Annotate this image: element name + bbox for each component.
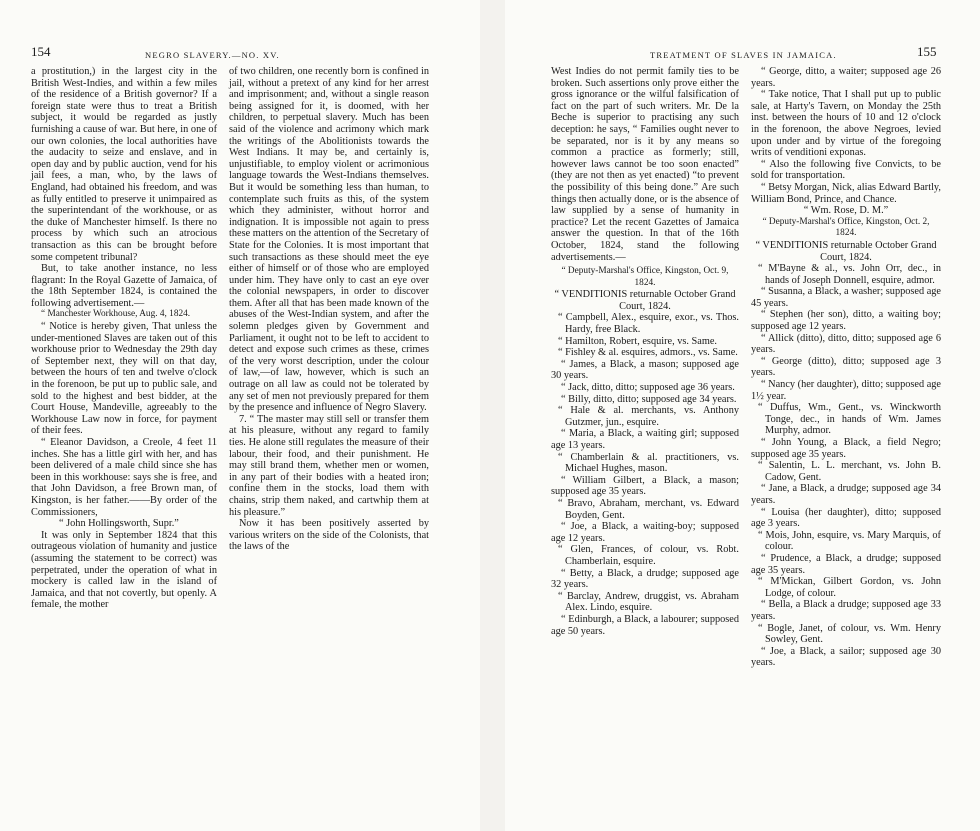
list-item: “ Duffus, Wm., Gent., vs. Winckworth Tonge, dec., in hands of Wm. James Murphy, admor. [758, 402, 941, 437]
list-item: “ Bogle, Janet, of colour, vs. Wm. Henry Sowley, Gent. [758, 622, 941, 646]
signature: “ Wm. Rose, D. M.” [803, 205, 889, 217]
dateline: “ Manchester Workhouse, Aug. 4, 1824. [41, 309, 191, 320]
list-item: “ Jack, ditto, ditto; supposed age 36 years. [561, 382, 735, 394]
venditionis-heading: “ VENDITIONIS returnable October Grand Court, 1824. [554, 289, 736, 312]
left-page [0, 0, 480, 831]
list-item: “ Barclay, Andrew, druggist, vs. Abraham Alex. Lindo, esquire. [558, 590, 739, 614]
book-gutter [480, 0, 505, 831]
right-column-1 [551, 66, 739, 637]
right-page [505, 0, 980, 831]
list-item: “ Louisa (her daughter), ditto; supposed age 3 years. [751, 506, 941, 530]
paragraph: “ Betsy Morgan, Nick, alias Edward Bartly, William Bond, Prince, and Chance. [751, 181, 941, 205]
paragraph: “ Also the following five Convicts, to be sold for transportation. [751, 158, 941, 182]
paragraph: Now it has been positively asserted by various writers on the side of the Colonists, that the laws of the [229, 518, 429, 553]
list-item: “ Fishley & al. esquires, admors., vs. Same. [558, 347, 738, 359]
list-item: “ John Young, a Black, a field Negro; supposed age 35 years. [751, 437, 941, 460]
list-item: “ Joe, a Black, a waiting-boy; supposed age 12 years. [551, 521, 739, 544]
right-column-2 [751, 66, 941, 669]
list-item: “ Allick (ditto), ditto, ditto; supposed age 6 years. [751, 332, 941, 356]
signature: “ John Hollingsworth, Supr.” [59, 518, 179, 530]
left-running-title: NEGRO SLAVERY.—NO. XV. [145, 50, 280, 60]
left-page-number: 154 [31, 44, 51, 59]
list-item: “ Mois, John, esquire, vs. Mary Marquis, of colour. [758, 529, 941, 553]
office-heading: “ Deputy-Marshal's Office, Kingston, Oct. 2, 1824. [762, 216, 930, 239]
paragraph: of two children, one recently born is confined in jail, without a pretext of any kind for her arrest and imprisonment; and, without a single reason being assigned for it, is doomed, with her children, to perpetual slavery. Much has been said of the violence and acrimony which mark the writings of the Abolitionists towards the West Indians. It may be, and certainly is, unjustifiable, to employ violent or acrimonious language towards the West-Indians themselves. But it would be something less than human, to contemplate such fruits as this, of the system which they administer, without horror and indignation. It is impossible not again to press these matters on the attention of the Secretary of State for the Colonies. It is most important that such transactions as these should meet the eye either of himself or of those who are employed under him. They have only to cast an eye over the colonial newspapers, in order to discover them. After all that has been made known of the abuses of the West-Indian system, and after the solemn pledges given by Government and Parliament, it ought not to be left to accident to detect and expose such crimes as these, crimes of the very worst description, under the colour of law,—of law, however, which is such an outrage on all law as could not be tolerated by any set of men not previously prepared for them by the presence and influence of Negro Slavery. [229, 66, 429, 414]
paragraph: a prostitution,) in the largest city in the British West-Indies, and within a few miles of the residence of a British governor? If a foreign state were thus to treat a British subject, it would be regarded as justly furnishing a cause of war. But here, in one of our own colonies, the local authorities have the audacity to seize and enslave, and in open day and by public auction, vend for his jail fees, a man, who, by the laws of England, had obtained his freedom, and was as fully entitled to preserve it unimpaired as the superintendant of the workhouse, or as the duke of Manchester himself. Is there no process by which such an atrocious transaction as this can be brought before some competent tribunal? [31, 66, 217, 263]
list-item: “ Hale & al. merchants, vs. Anthony Gutzmer, jun., esquire. [558, 405, 739, 428]
list-item: “ Bravo, Abraham, merchant, vs. Edward Boyden, Gent. [558, 497, 739, 521]
list-item: “ Susanna, a Black, a washer; supposed age 45 years. [751, 286, 941, 309]
list-item: “ Billy, ditto, ditto; supposed age 34 years. [561, 393, 737, 405]
left-column-1 [31, 66, 217, 611]
left-column-2 [229, 66, 429, 553]
paragraph: West Indies do not permit family ties to be broken. Such assertions only prove either the gross ignorance or the wilful falsification of fact on the part of such writers. Mr. De la Beche is superior to practising any such deception: he says, “ Families ought never to be separated, nor is it by any means so common a practice as formerly; still, however laws cannot be too soon enacted” (they are not then as yet enacted) “to prevent the possibility of this being done.” Are such things then actually done, or is the absence of law supplied by a sense of humanity in practice? Let the recent Gazettes of Jamaica answer the question. In that of the 16th October, 1824, stand the following advertisements.— [551, 66, 739, 263]
list-item: “ George (ditto), ditto; supposed age 3 years. [751, 355, 941, 379]
venditionis-heading: “ VENDITIONIS returnable October Grand Court, 1824. [755, 239, 937, 263]
list-item: “ Stephen (her son), ditto, a waiting boy; supposed age 12 years. [751, 309, 941, 333]
office-heading: “ Deputy-Marshal's Office, Kingston, Oct. 9, 1824. [561, 266, 729, 288]
right-running-title: TREATMENT OF SLAVES IN JAMAICA. [650, 50, 837, 60]
list-item: “ George, ditto, a waiter; supposed age 26 years. [751, 66, 941, 89]
list-item: “ Jane, a Black, a drudge; supposed age 34 years. [751, 483, 941, 506]
advert-text: “ Notice is hereby given, That unless the under-mentioned Slaves are taken out of this workhouse prior to Wednesday the 29th day of September next, they will on that day, between the hours of ten and twelve o'clock in the forenoon, be put up to public sale, and sold to the highest and best bidder, at the Court House, Mandeville, agreeably to the Workhouse Law now in force, for payment of their fees. [31, 321, 217, 437]
list-item: “ Bella, a Black a drudge; supposed age 33 years. [751, 599, 941, 622]
paragraph: 7. “ The master may still sell or transfer them at his pleasure, without any regard to family ties. He alone still regulates the measure of their labour, their food, and their punishment. He may still brand them, whether men or women, in any part of their bodies with a heated iron; confine them in the stocks, load them with chains, strip them naked, and cartwhip them at his pleasure.” [229, 413, 429, 518]
list-item: “ James, a Black, a mason; supposed age 30 years. [551, 358, 739, 382]
list-item: “ Prudence, a Black, a drudge; supposed age 35 years. [751, 552, 941, 576]
right-page-number: 155 [917, 44, 937, 59]
list-item: “ Edinburgh, a Black, a labourer; supposed age 50 years. [551, 613, 739, 637]
list-item: “ Chamberlain & al. practitioners, vs. Michael Hughes, mason. [558, 451, 739, 475]
list-item: “ Glen, Frances, of colour, vs. Robt. Chamberlain, esquire. [558, 544, 739, 567]
list-item: “ M'Mickan, Gilbert Gordon, vs. John Lodge, of colour. [758, 576, 941, 599]
list-item: “ Joe, a Black, a sailor; supposed age 30 years. [751, 645, 941, 669]
list-item: “ Campbell, Alex., esquire, exor., vs. Thos. Hardy, free Black. [558, 312, 739, 336]
paragraph: But, to take another instance, no less flagrant: In the Royal Gazette of Jamaica, of the 18th September 1824, is contained the following advertisement.— [31, 263, 217, 309]
list-item: “ Betty, a Black, a drudge; supposed age 32 years. [551, 567, 739, 591]
list-item: “ William Gilbert, a Black, a mason; supposed age 35 years. [551, 474, 739, 498]
list-item: “ Maria, a Black, a waiting girl; supposed age 13 years. [551, 428, 739, 451]
advert-text: “ Eleanor Davidson, a Creole, 4 feet 11 inches. She has a little girl with her, and has been delivered of a male child since she has been in this workhouse: says she is free, and that John Davidson, a free Brown man, of Kingston, is her father.——By order of the Commissioners, [31, 437, 217, 518]
paragraph: “ Take notice, That I shall put up to public sale, at Harty's Tavern, on Monday the 25th inst. between the hours of 10 and 12 o'clock in the forenoon, the above Negroes, levied upon under and by virtue of the foregoing writs of venditioni exponas. [751, 89, 941, 159]
list-item: “ Hamilton, Robert, esquire, vs. Same. [558, 335, 717, 347]
list-item: “ M'Bayne & al., vs. John Orr, dec., in hands of Joseph Donnell, esquire, admor. [758, 263, 941, 286]
list-item: “ Salentin, L. L. merchant, vs. John B. Cadow, Gent. [758, 460, 941, 483]
paragraph: It was only in September 1824 that this outrageous violation of humanity and justice (assuming the statement to be correct) was perpetrated, under the operation of what in mockery is called law in the island of Jamaica, and that not covertly, but openly. A female, the mother [31, 529, 217, 611]
list-item: “ Nancy (her daughter), ditto; supposed age 1½ year. [751, 379, 941, 402]
